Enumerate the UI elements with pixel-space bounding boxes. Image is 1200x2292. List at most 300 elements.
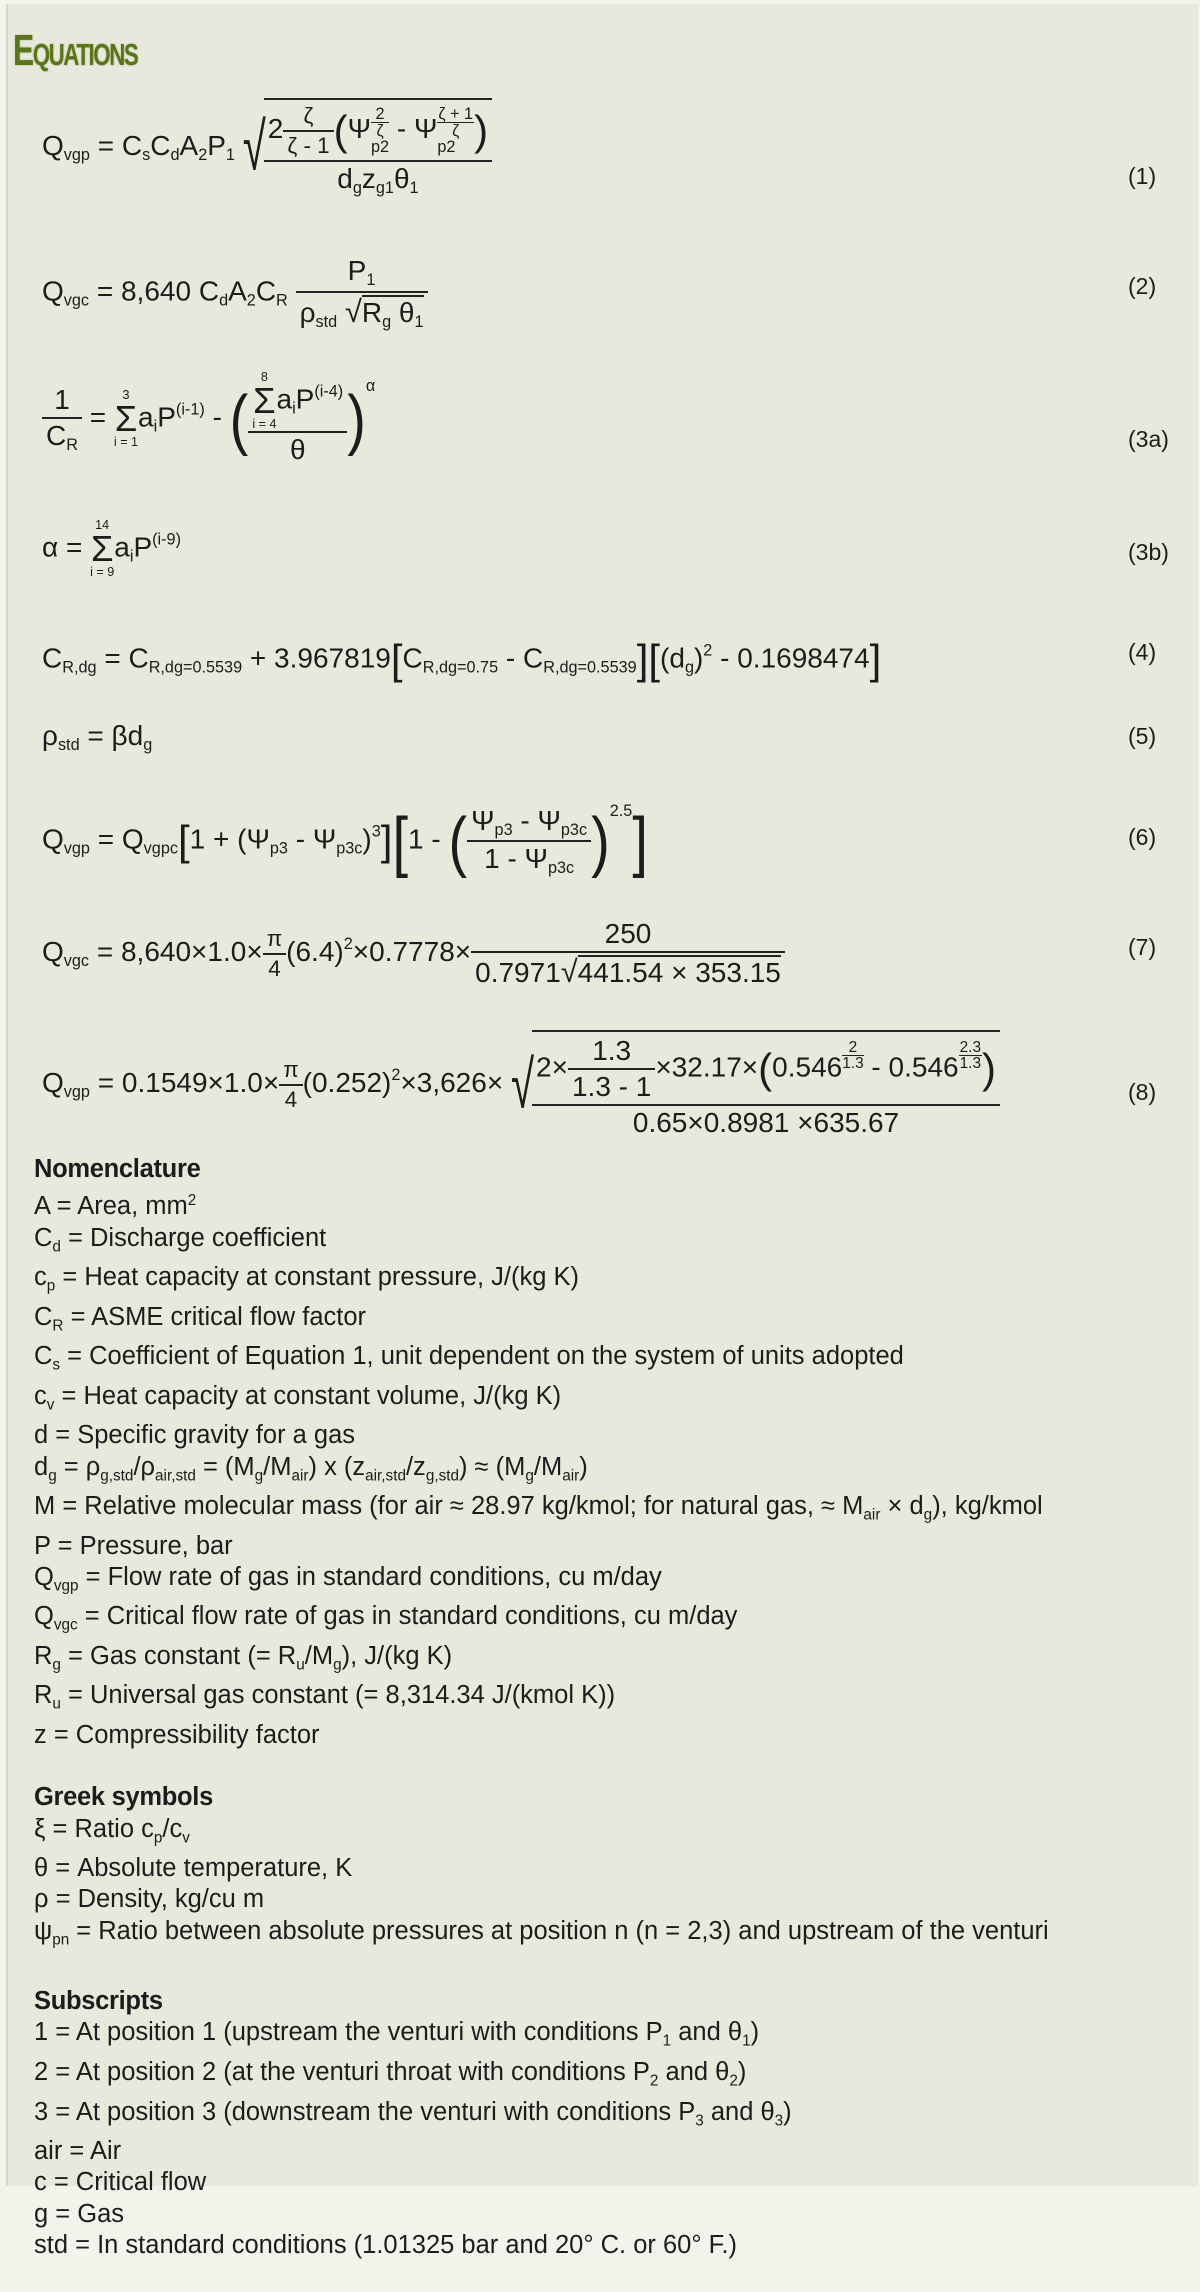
paren: ( (448, 802, 468, 879)
symbol: P (347, 255, 367, 286)
number: 2 (267, 113, 284, 145)
symbol: Q (42, 1067, 64, 1099)
symbol: Ψ (524, 843, 548, 875)
number: 635.67 (813, 1107, 900, 1139)
subscript: d (52, 1237, 61, 1255)
glossary-entry (34, 1641, 1049, 1681)
denominator: 4 (284, 1086, 298, 1112)
fraction (471, 918, 785, 990)
entry-text: = Discharge coefficient (60, 1223, 327, 1252)
sigma-sign: Σ (90, 527, 114, 569)
glossary-entry (34, 1531, 1049, 1562)
equals-sign: = (96, 936, 114, 968)
exponent: 3 (371, 822, 381, 841)
upper-limit: 3 (122, 388, 130, 403)
entry-text: ) x (z (308, 1452, 366, 1481)
entry-text: and θ (703, 2097, 775, 2126)
fraction (263, 926, 286, 982)
glossary-entry (34, 1601, 1049, 1641)
symbol: a (276, 383, 293, 415)
upper-limit: 8 (260, 370, 268, 384)
subscript: s (52, 1356, 61, 1374)
glossary-entry (34, 1420, 1049, 1451)
symbol: β (111, 720, 128, 751)
subscript: v (182, 1828, 190, 1846)
symbol: α (42, 531, 59, 563)
symbol: P (157, 401, 176, 433)
number: 353.15 (695, 957, 781, 989)
numerator: π (279, 1057, 302, 1086)
entry-text: = Coefficient of Equation 1, unit dependent on the system of units adopted (60, 1342, 904, 1371)
number: 1 (189, 823, 206, 855)
numerator: ζ + 1 (438, 104, 474, 123)
equals-sign: = (96, 275, 114, 307)
lower-limit: i = 4 (252, 416, 277, 431)
paren: ) (982, 1045, 997, 1093)
equation-5 (42, 720, 152, 755)
exponent: (i-9) (152, 530, 181, 549)
entry-text: = Heat capacity at constant pressure, J/(kg K) (55, 1263, 579, 1292)
glossary-entry (34, 1381, 1049, 1421)
subscript: R (52, 1317, 64, 1335)
symbol: Q (121, 823, 144, 855)
fraction (283, 103, 333, 159)
glossary-entry (34, 1491, 1049, 1531)
subscript: vgc (63, 952, 90, 971)
subscript: 2 (729, 2072, 738, 2090)
glossary-entry (34, 1853, 1049, 1884)
bracket: [ (177, 816, 190, 864)
number: 1 (484, 843, 500, 875)
exponent: (i-4) (314, 382, 344, 401)
symbol: C (150, 129, 171, 161)
glossary-entry (34, 1341, 1049, 1381)
fraction (296, 255, 428, 331)
exponent: α (365, 377, 376, 396)
paren: ) (591, 802, 610, 879)
number: 0.546 (772, 1051, 843, 1083)
subscript: 2 (246, 291, 256, 310)
entry-text: = (M (195, 1452, 255, 1481)
glossary-entry (34, 2199, 1049, 2230)
subscript: p (153, 1828, 163, 1846)
exponent: 2 (343, 935, 353, 954)
glossary-entry (34, 2230, 1049, 2261)
subscript: p3c (560, 820, 588, 839)
superscript: 2 (187, 1192, 197, 1210)
entry-text: /M (304, 1641, 334, 1670)
numerator: 2.3 (959, 1038, 982, 1056)
equation-8 (42, 1030, 1000, 1140)
number: 8,640 (120, 275, 192, 307)
numerator: 2 (842, 1040, 863, 1056)
summation (90, 520, 114, 578)
symbol: a (138, 401, 154, 433)
lower-limit: i = 9 (90, 564, 115, 579)
denominator: 1.3 (959, 1055, 982, 1073)
entry-text: d = Specific gravity for a gas (34, 1421, 356, 1450)
equals-sign: = (97, 1067, 115, 1099)
subscript: vgc (63, 291, 90, 310)
glossary-entry (34, 1884, 1049, 1915)
paren: ) (347, 380, 366, 457)
bracket: ] (636, 636, 649, 683)
equation-3a (42, 372, 375, 467)
entry-text: ), kg/kmol (932, 1492, 1043, 1521)
equals-sign: = (65, 531, 83, 563)
subscript: vgp (63, 1083, 90, 1102)
symbol: P (295, 383, 315, 415)
subscript: d (170, 145, 180, 164)
entry-text: 3 = At position 3 (downstream the venturi with conditions P (34, 2097, 696, 2126)
subscript: u (52, 1695, 61, 1713)
glossary-entry (34, 1185, 1049, 1222)
symbol: θ (398, 296, 415, 328)
radical-sign: √ (510, 1046, 535, 1122)
entry-text: std = In standard conditions (1.01325 bar and 20° C. or 60° F.) (34, 2230, 737, 2259)
entry-text: Q (34, 1562, 54, 1591)
glossary-entry (34, 2136, 1049, 2167)
equation-number: (6) (1128, 824, 1157, 850)
minus-sign: - (505, 642, 516, 674)
subscript: air (863, 1506, 881, 1524)
bracket: ] (380, 816, 393, 864)
minus-sign: - (871, 1051, 881, 1083)
equation-number: (2) (1128, 273, 1157, 299)
symbol: Ψ (537, 804, 561, 836)
subscript: s (142, 145, 151, 164)
subscript: air (562, 1466, 580, 1484)
symbol: C (121, 129, 143, 161)
subscript: g (525, 1466, 534, 1484)
entry-text: /M (263, 1452, 292, 1481)
paren: ( (237, 823, 247, 855)
fraction (532, 1035, 1000, 1140)
fraction (42, 384, 82, 455)
subscript: R (276, 291, 288, 310)
equals-sign: = (97, 823, 115, 855)
equation-number: (8) (1128, 1079, 1157, 1105)
subscript: vgc (53, 1616, 78, 1634)
symbol: Ψ (471, 804, 495, 836)
minus-sign: - (520, 804, 530, 836)
symbol: Ψ (312, 823, 337, 855)
glossary-entry (34, 2167, 1049, 2198)
times-sign: × (454, 936, 472, 968)
minus-sign: - (720, 642, 730, 674)
times-sign: × (191, 936, 208, 968)
denominator: 4 (268, 955, 281, 981)
entry-text: /M (533, 1452, 563, 1481)
sigma-sign: Σ (253, 379, 276, 421)
symbol: d (669, 642, 685, 674)
fraction (264, 103, 492, 197)
subscript: p3c (336, 839, 363, 858)
entry-text: Q (34, 1602, 54, 1631)
equation-4 (42, 636, 881, 684)
exponent: 2 (391, 1066, 401, 1084)
number: 3,626 (416, 1067, 487, 1099)
entry-text: ψ (34, 1916, 53, 1945)
entry-text: ) ≈ (M (458, 1452, 526, 1481)
number: 3.967819 (274, 642, 391, 674)
subscript: g (254, 1466, 264, 1484)
subscript: p2 (371, 137, 390, 156)
entry-text: C (34, 1342, 53, 1371)
numerator: π (263, 926, 286, 955)
number: 1 (408, 823, 424, 855)
times-sign: × (797, 1107, 814, 1139)
radical-sign: √ (560, 954, 578, 990)
glossary-entry (34, 1562, 1049, 1602)
equation-6 (42, 802, 648, 878)
subscript: R,dg=0.75 (422, 658, 499, 677)
bracket: ] (632, 802, 648, 879)
symbol: C (198, 275, 220, 307)
fraction (467, 805, 591, 878)
symbol: C (402, 642, 423, 674)
symbol: Ψ (347, 113, 372, 145)
square-root (511, 1030, 1000, 1140)
number: 441.54 (577, 957, 664, 989)
symbol: Q (42, 936, 64, 968)
glossary-entry (34, 2017, 1049, 2057)
entry-text: air = Air (34, 2137, 122, 2166)
radical-sign: √ (344, 293, 362, 329)
entry-text: ) (579, 1452, 588, 1481)
equals-sign: = (104, 642, 121, 674)
entry-text: ) (750, 2018, 760, 2047)
entry-text: C (34, 1302, 53, 1331)
paren: ) (362, 823, 372, 855)
subscript: 3 (695, 2111, 704, 2129)
times-sign: × (207, 1067, 224, 1099)
entry-text: /ρ (133, 1452, 156, 1481)
subscript: 1 (742, 2032, 751, 2050)
entry-text: c (34, 1263, 47, 1292)
entry-text: and θ (658, 2058, 730, 2087)
glossary-entry (34, 1720, 1049, 1751)
entry-text: z = Compressibility factor (34, 1721, 320, 1749)
subscript: g1 (375, 178, 394, 197)
sigma-sign: Σ (114, 398, 138, 440)
denominator: 1.3 (842, 1055, 864, 1073)
entry-text: 1 = At position 1 (upstream the venturi with conditions P (34, 2018, 663, 2047)
subscript: R (66, 436, 78, 455)
symbol: Q (42, 275, 64, 307)
section-heading: Nomenclature (34, 1155, 201, 1183)
entry-text: = ASME critical flow factor (63, 1302, 367, 1331)
entry-text: c (34, 1381, 47, 1410)
equation-number: (1) (1128, 163, 1157, 189)
denominator: ζ (452, 121, 460, 140)
subscript: p3 (494, 820, 513, 839)
glossary-entry (34, 2097, 1049, 2137)
symbol: C (42, 642, 63, 674)
upper-limit: 14 (95, 518, 110, 532)
minus-sign: - (396, 113, 407, 145)
section-title: Equations (13, 26, 138, 75)
equation-number: (3b) (1128, 539, 1169, 565)
bracket: ] (869, 636, 882, 683)
subscript: 1 (409, 178, 419, 197)
subscript: p3c (547, 858, 575, 877)
symbol: P (133, 531, 153, 563)
minus-sign: - (507, 843, 517, 875)
numerator: 1 (42, 384, 82, 419)
entry-text: = Critical flow rate of gas in standard conditions, cu m/day (77, 1602, 738, 1631)
subscript: R,dg (62, 658, 97, 677)
number: 8,640 (120, 936, 192, 968)
plus-sign: + (213, 823, 230, 855)
subscript: i (129, 547, 134, 566)
number: 2 (536, 1051, 552, 1083)
subscript: g (352, 178, 362, 197)
subscript: R,dg=0.5539 (543, 658, 637, 677)
symbol: C (255, 275, 277, 307)
subscript: g,std (425, 1466, 459, 1484)
paren: ( (229, 380, 249, 457)
summation (252, 372, 276, 430)
entry-text: C (34, 1223, 53, 1252)
glossary-section (34, 1154, 1049, 1751)
subscript: 3 (774, 2111, 784, 2129)
equals-sign: = (97, 129, 115, 161)
subscript: i (292, 399, 296, 418)
entry-text: g = Gas (34, 2199, 125, 2228)
subscript: g (684, 658, 694, 677)
glossary-section (34, 1782, 1049, 1955)
entry-text: c = Critical flow (34, 2168, 207, 2197)
symbol: z (361, 162, 376, 194)
entry-text: ) (737, 2058, 747, 2087)
subscript: g (52, 1656, 61, 1674)
plus-sign: + (249, 642, 267, 674)
entry-text: 2 = At position 2 (at the venturi throat with conditions P (34, 2058, 650, 2087)
symbol: R (361, 296, 383, 328)
subscript: 1 (662, 2032, 672, 2050)
numerator: 2 (371, 106, 389, 123)
glossary-entry (34, 1452, 1049, 1492)
times-sign: × (400, 1067, 417, 1099)
symbol: P (207, 129, 226, 161)
equation-3b (42, 520, 181, 578)
symbol: d (127, 720, 144, 751)
subscript: air (291, 1466, 309, 1484)
symbol: d (337, 162, 353, 194)
nomenclature (34, 1154, 1049, 2292)
equation-number: (3a) (1128, 426, 1169, 452)
entry-text: × d (880, 1492, 924, 1521)
times-sign: × (551, 1051, 568, 1083)
denominator: θ (289, 434, 306, 466)
number: 0.546 (888, 1051, 959, 1083)
exponent: 2.5 (609, 802, 633, 820)
subscript: air,std (365, 1466, 406, 1484)
subscript: g (923, 1506, 933, 1524)
glossary-entry (34, 1223, 1049, 1263)
minus-sign: - (431, 823, 441, 855)
glossary-section (34, 1986, 1049, 2261)
entry-text: A = Area, mm (34, 1192, 188, 1221)
symbol: Ψ (413, 113, 438, 145)
glossary-entry (34, 1680, 1049, 1720)
subscript: g (48, 1466, 57, 1484)
times-sign: × (262, 1067, 280, 1099)
entry-text: ), J/(kg K) (341, 1641, 453, 1670)
number: 0.8981 (703, 1107, 790, 1139)
entry-text: = Flow rate of gas in standard conditions, cu m/day (78, 1562, 662, 1591)
entry-text: = Heat capacity at constant volume, J/(kg K) (54, 1381, 562, 1410)
symbol: Ψ (246, 823, 270, 855)
subscript: p3 (269, 839, 288, 858)
square-root (243, 98, 492, 197)
subscript: 2 (198, 145, 208, 164)
lower-limit: i = 1 (113, 434, 139, 449)
entry-text: = Ratio between absolute pressures at position n (n = 2,3) and upstream of the venturi (69, 1916, 1049, 1945)
entry-text: /z (405, 1452, 426, 1481)
glossary-entry (34, 1262, 1049, 1302)
glossary-entry (34, 1814, 1049, 1854)
entry-text: and θ (671, 2018, 743, 2047)
number: 0.65 (632, 1107, 688, 1139)
denominator: ζ - 1 (287, 132, 330, 158)
subscript: g (333, 1656, 342, 1674)
subscript: vgp (53, 1577, 79, 1595)
subscript: air,std (155, 1466, 196, 1484)
number: 0.1698474 (737, 642, 870, 674)
exponent: 2 (703, 641, 713, 660)
section-heading: Subscripts (34, 1987, 163, 2016)
bracket: [ (392, 802, 409, 879)
number: 0.7971 (475, 957, 561, 989)
symbol: C (128, 642, 149, 674)
subscript: p2 (437, 137, 456, 156)
paren: ( (660, 642, 670, 674)
subscript: 1 (366, 270, 376, 289)
symbol: ρ (299, 296, 316, 328)
bracket: [ (390, 636, 403, 683)
subscript: v (46, 1396, 55, 1414)
fraction (279, 1057, 302, 1113)
entry-text: θ = Absolute temperature, K (34, 1854, 353, 1883)
minus-sign: - (295, 823, 306, 855)
symbol: ρ (42, 720, 58, 751)
fraction (568, 1035, 655, 1103)
entry-text: R (34, 1641, 53, 1670)
equals-sign: = (87, 720, 104, 751)
subscript: 1 (414, 312, 424, 331)
entry-text: = ρ (56, 1452, 101, 1481)
symbol: Q (42, 823, 64, 855)
subscript: p (46, 1277, 56, 1295)
numerator: ζ (283, 103, 333, 132)
number: (0.252) (302, 1067, 392, 1099)
paren: ) (474, 106, 489, 154)
times-sign: × (246, 936, 263, 968)
subscript: u (296, 1656, 305, 1674)
numerator: 250 (471, 918, 785, 953)
number: 0.7778 (369, 936, 455, 968)
paren: ( (333, 106, 348, 154)
equation-number: (7) (1128, 934, 1157, 960)
equation-number: (5) (1128, 723, 1157, 749)
subscript: pn (52, 1930, 70, 1948)
bracket: [ (648, 636, 661, 683)
paren: ) (693, 642, 704, 674)
equation-2 (42, 255, 428, 331)
symbol: Q (42, 129, 64, 161)
